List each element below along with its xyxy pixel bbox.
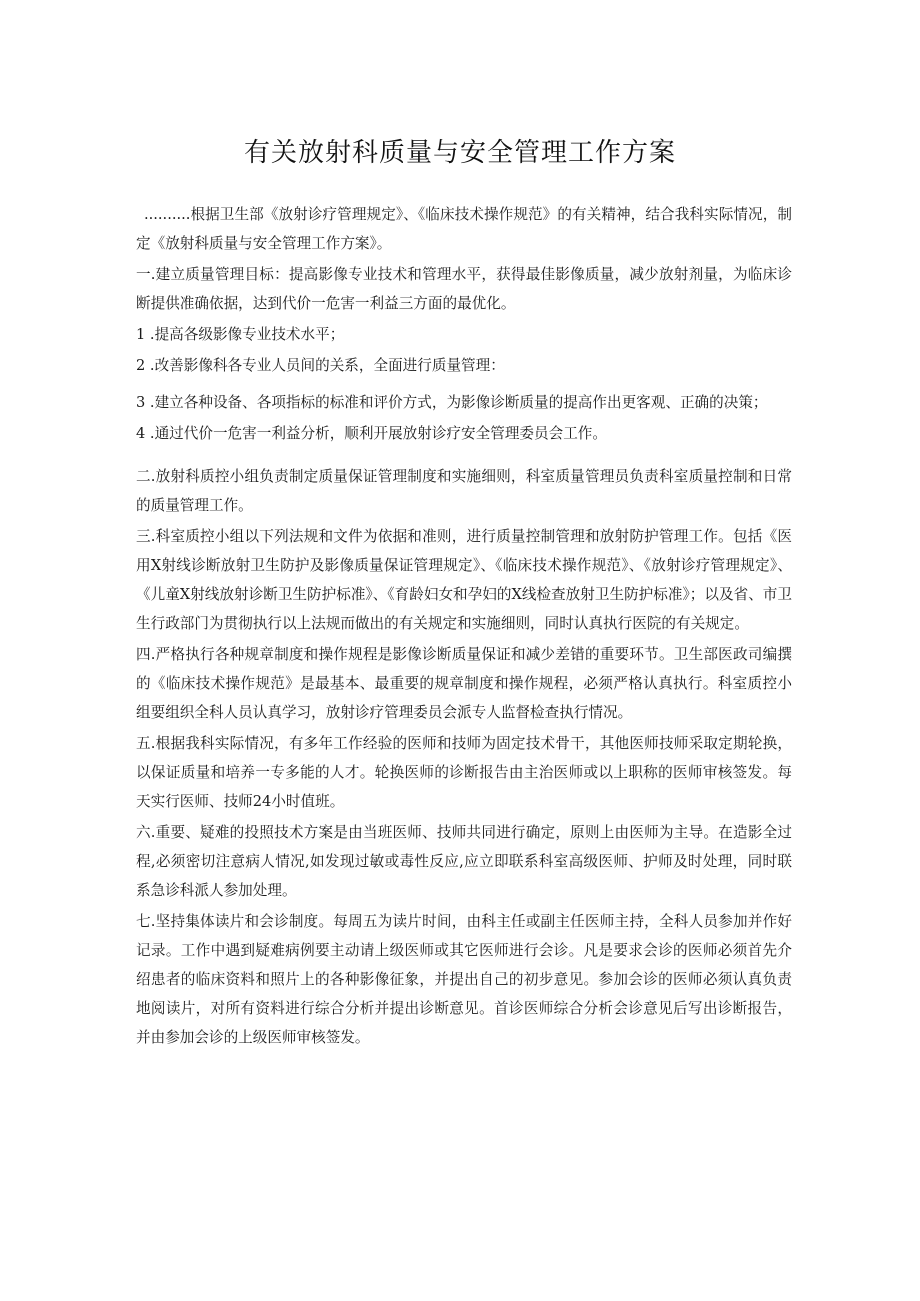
list-item-2: 2 .改善影像科各专业人员间的关系，全面进行质量管理： (136, 357, 505, 374)
section-one-paragraph: 一.建立质量管理目标：提高影像专业技术和管理水平，获得最佳影像质量，减少放射剂量，为临床诊断提供准确依据，达到代价一危害一利益三方面的最优化。 (136, 266, 792, 312)
document-title: 有关放射科质量与安全管理工作方案 (243, 138, 676, 168)
section-three-paragraph: 三.科室质控小组以下列法规和文件为依据和准则，进行质量控制管理和放射防护管理工作。包括《医用X射线诊断放射卫生防护及影像质量保证管理规定》、《临床技术操作规范》、《放射诊疗管理规定》、《儿童X射线放射诊断卫生防护标准》、《育龄妇女和孕妇的X线检查放射卫生防护标准》；以及省、市卫生行政部门为贯彻执行以上法规而做出的有关规定和实施细则，同时认真执行医院的有关规定。 (136, 528, 792, 632)
section-two-paragraph: 二.放射科质控小组负责制定质量保证管理制度和实施细则，科室质量管理员负责科室质量控制和日常的质量管理工作。 (136, 468, 792, 514)
section-four-paragraph: 四.严格执行各种规章制度和操作规程是影像诊断质量保证和减少差错的重要环节。卫生部医政司编撰的《临床技术操作规范》是最基本、最重要的规章制度和操作规程，必须严格认真执行。科室质控小组要组织全科人员认真学习，放射诊疗管理委员会派专人监督检查执行情况。 (136, 646, 792, 721)
list-item-4: 4 .通过代价一危害一利益分析，顺利开展放射诊疗安全管理委员会工作。 (136, 425, 607, 442)
list-item-1: 1 .提高各级影像专业技术水平； (136, 326, 345, 343)
section-five-paragraph: 五.根据我科实际情况，有多年工作经验的医师和技师为固定技术骨干，其他医师技师采取定期轮换，以保证质量和培养一专多能的人才。轮换医师的诊断报告由主治医师或以上职称的医师审核签发。每天实行医师、技师24小时值班。 (136, 735, 792, 810)
section-seven-paragraph: 七.坚持集体读片和会诊制度。每周五为读片时间，由科主任或副主任医师主持，全科人员参加并作好记录。工作中遇到疑难病例要主动请上级医师或其它医师进行会诊。凡是要求会诊的医师必须首先介绍患者的临床资料和照片上的各种影像征象，并提出自己的初步意见。参加会诊的医师必须认真负责地阅读片，对所有资料进行综合分析并提出诊断意见。首诊医师综合分析会诊意见后写出诊断报告，并由参加会诊的上级医师审核签发。 (136, 913, 792, 1046)
list-item-3: 3 .建立各种设备、各项指标的标准和评价方式，为影像诊断质量的提高作出更客观、正确的决策； (136, 394, 768, 411)
document-body (136, 200, 792, 1052)
section-six-paragraph: 六.重要、疑难的投照技术方案是由当班医师、技师共同进行确定，原则上由医师为主导。在造影全过程,必须密切注意病人情况,如发现过敏或毒性反应,应立即联系科室高级医师、护师及时处理，同时联系急诊科派人参加处理。 (136, 824, 792, 899)
intro-paragraph: ..........根据卫生部《放射诊疗管理规定》、《临床技术操作规范》的有关精神，结合我科实际情况，制定《放射科质量与安全管理工作方案》。 (136, 206, 792, 252)
